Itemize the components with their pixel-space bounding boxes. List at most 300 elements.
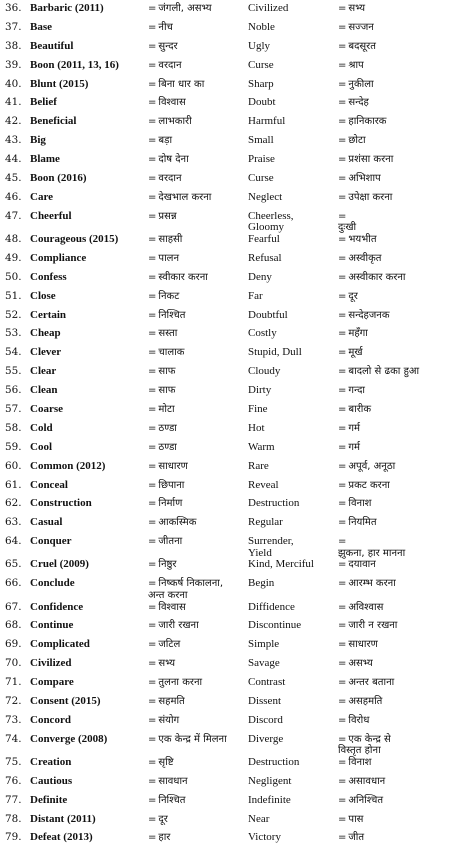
opposite-meaning	[338, 116, 451, 128]
entry-meaning-text: जटिल	[158, 639, 181, 651]
equals-sign: =	[338, 775, 347, 787]
entry-meaning	[148, 41, 248, 53]
opposite-word: Neglect	[248, 190, 283, 203]
opposite-word: Regular	[248, 516, 283, 529]
opposite-meaning-text: अन्तर बताना	[348, 677, 395, 689]
opposite-meaning-text: महँगा	[348, 328, 368, 340]
opposite-meaning-text: अविश्वास	[348, 601, 384, 613]
entry-meaning	[148, 97, 248, 109]
equals-sign: =	[148, 517, 157, 529]
list-item	[5, 154, 451, 173]
list-item	[5, 116, 451, 135]
equals-sign: =	[148, 385, 157, 397]
opposite-word: Surrender, Yield	[248, 535, 294, 559]
opposite-word: Begin	[248, 577, 275, 590]
entry-meaning	[148, 559, 248, 571]
equals-sign: =	[338, 620, 347, 632]
entry-number: 73.	[5, 713, 22, 726]
opposite-meaning-text: सन्देह	[348, 97, 369, 109]
entry-number: 57.	[5, 403, 22, 415]
opposite-word: Ugly	[248, 39, 270, 52]
entry-word: Common (2012)	[30, 460, 106, 472]
entry-number: 42.	[5, 115, 22, 128]
entry-word: Cautious	[30, 775, 73, 787]
opposite-meaning	[338, 517, 451, 529]
equals-sign: =	[148, 404, 157, 415]
list-item	[5, 715, 451, 734]
equals-sign: =	[338, 191, 347, 203]
opposite-meaning-text: असहमति	[348, 695, 383, 707]
entry-meaning	[148, 385, 248, 397]
entry-meaning-text: बिना धार का	[158, 78, 205, 90]
equals-sign: =	[338, 460, 347, 472]
opposite-meaning-text: विनाश	[348, 756, 372, 768]
list-item	[5, 559, 451, 578]
entry-meaning	[148, 272, 248, 284]
opposite-meaning-text: अस्वीकार करना	[348, 271, 406, 283]
equals-sign: =	[338, 135, 347, 147]
list-item	[5, 480, 451, 499]
equals-sign: =	[148, 460, 157, 472]
entry-word: Creation	[30, 756, 72, 768]
entry-number: 71.	[5, 676, 22, 689]
entry-word: Base	[30, 21, 52, 33]
equals-sign: =	[148, 116, 157, 128]
entry-meaning	[148, 173, 248, 185]
entry-meaning	[148, 498, 248, 510]
entry-number: 61.	[5, 478, 22, 491]
entry-word: Courageous (2015)	[30, 233, 119, 245]
entry-meaning-text: साफ	[158, 366, 176, 378]
entry-number: 49.	[5, 251, 22, 264]
entry-word: Continue	[30, 620, 74, 632]
entry-number: 50.	[5, 270, 22, 283]
entry-meaning-text: बड़ा	[158, 135, 173, 147]
equals-sign: =	[338, 21, 347, 33]
opposite-meaning	[338, 22, 451, 34]
opposite-meaning-text: अभिशाप	[348, 173, 381, 185]
opposite-word: Hot	[248, 421, 265, 434]
list-item	[5, 734, 451, 757]
entry-meaning-text: आकस्मिक	[158, 517, 197, 529]
opposite-meaning	[338, 97, 451, 109]
opposite-meaning	[338, 154, 451, 166]
entry-meaning-text: निष्ठुर	[158, 559, 177, 571]
opposite-meaning	[338, 404, 451, 416]
entry-number: 72.	[5, 694, 22, 707]
entry-meaning	[148, 480, 248, 492]
entry-word: Compliance	[30, 252, 87, 264]
entry-number: 37.	[5, 20, 22, 33]
equals-sign: =	[148, 135, 157, 147]
list-item	[5, 814, 451, 833]
list-item	[5, 404, 451, 423]
list-item	[5, 677, 451, 696]
entry-meaning	[148, 60, 248, 72]
opposite-word: Near	[248, 812, 270, 825]
opposite-word: Doubtful	[248, 308, 288, 321]
entry-number: 67.	[5, 600, 22, 613]
entry-word: Cold	[30, 422, 53, 434]
opposite-meaning	[338, 696, 451, 708]
entry-word: Care	[30, 191, 54, 203]
list-item	[5, 192, 451, 211]
entry-meaning	[148, 404, 248, 416]
entry-meaning-text: निश्चित	[158, 309, 186, 321]
opposite-meaning-text: असावधान	[348, 775, 386, 787]
entry-word: Cruel (2009)	[30, 559, 89, 571]
equals-sign: =	[338, 559, 347, 571]
opposite-meaning-text: सभ्य	[348, 3, 366, 14]
entry-word: Confess	[30, 271, 67, 283]
equals-sign: =	[148, 498, 157, 510]
equals-sign: =	[148, 441, 157, 453]
entry-meaning-text: एक केन्द्र में मिलना	[158, 733, 227, 745]
entry-word: Consent (2015)	[30, 695, 101, 707]
entry-meaning	[148, 677, 248, 689]
opposite-meaning-text: उपेक्षा करना	[348, 191, 393, 203]
opposite-word: Cheerless, Gloomy	[248, 209, 294, 234]
entry-word: Concord	[30, 714, 71, 726]
equals-sign: =	[148, 271, 157, 283]
opposite-word: Dirty	[248, 384, 272, 397]
entry-word: Blame	[30, 154, 60, 166]
entry-word: Defeat (2013)	[30, 832, 93, 844]
equals-sign: =	[148, 733, 157, 745]
equals-sign: =	[338, 290, 347, 302]
equals-sign: =	[338, 677, 347, 689]
entry-meaning-text: जारी रखना	[158, 620, 199, 632]
entry-meaning	[148, 211, 248, 223]
equals-sign: =	[148, 59, 157, 71]
entry-number: 55.	[5, 365, 22, 378]
list-item	[5, 639, 451, 658]
opposite-meaning-text: विनाश	[348, 498, 372, 510]
opposite-meaning-text: गर्म	[348, 441, 361, 453]
opposite-word: Deny	[248, 270, 272, 283]
opposite-meaning	[338, 461, 451, 473]
entry-meaning	[148, 291, 248, 303]
opposite-meaning	[338, 423, 451, 435]
list-item	[5, 602, 451, 621]
equals-sign: =	[148, 695, 157, 707]
opposite-word: Refusal	[248, 251, 282, 264]
opposite-word: Negligent	[248, 774, 292, 787]
equals-sign: =	[148, 347, 157, 359]
entry-word: Confidence	[30, 601, 84, 613]
equals-sign: =	[148, 775, 157, 787]
entry-meaning-text: मोटा	[158, 404, 175, 415]
opposite-meaning-text: गन्दा	[348, 385, 366, 397]
opposite-word: Praise	[248, 153, 275, 166]
equals-sign: =	[148, 578, 157, 590]
entry-word: Clean	[30, 385, 58, 397]
opposite-meaning-text: विरोध	[348, 714, 370, 726]
opposite-meaning-text: छोटा	[348, 135, 366, 147]
entry-meaning-text: वरदान	[158, 173, 182, 185]
entry-number: 41.	[5, 96, 22, 109]
entry-meaning	[148, 795, 248, 807]
entry-number: 36.	[5, 2, 22, 14]
entry-word: Complicated	[30, 639, 90, 651]
list-item	[5, 41, 451, 60]
list-item	[5, 757, 451, 776]
entry-meaning-text: विश्वास	[158, 97, 186, 109]
opposite-word: Cloudy	[248, 365, 281, 378]
opposite-word: Fine	[248, 403, 268, 415]
equals-sign: =	[148, 173, 157, 185]
opposite-meaning-text: नुकीला	[348, 78, 374, 90]
entry-meaning-text: तुलना करना	[158, 677, 203, 689]
entry-word: Blunt (2015)	[30, 78, 89, 90]
opposite-meaning	[338, 135, 451, 147]
opposite-meaning-text: अपूर्व, अनूठा	[348, 460, 396, 472]
equals-sign: =	[148, 832, 157, 844]
opposite-meaning	[338, 536, 451, 559]
equals-sign: =	[338, 658, 347, 670]
opposite-meaning	[338, 715, 451, 727]
opposite-word: Diverge	[248, 732, 284, 745]
opposite-meaning-text: हानिकारक	[348, 116, 387, 128]
equals-sign: =	[338, 536, 347, 548]
list-item	[5, 3, 451, 22]
opposite-word: Dissent	[248, 694, 281, 707]
equals-sign: =	[148, 601, 157, 613]
entry-meaning	[148, 715, 248, 727]
equals-sign: =	[148, 658, 157, 670]
opposite-word: Curse	[248, 172, 274, 185]
entry-meaning	[148, 192, 248, 204]
list-item	[5, 696, 451, 715]
equals-sign: =	[338, 59, 347, 71]
entry-meaning-text: निष्कर्ष निकालना, अन्त करना	[148, 578, 224, 601]
list-item	[5, 291, 451, 310]
opposite-word: Contrast	[248, 676, 286, 689]
equals-sign: =	[148, 40, 157, 52]
list-item	[5, 578, 451, 601]
opposite-meaning	[338, 385, 451, 397]
list-item	[5, 498, 451, 517]
opposite-meaning	[338, 60, 451, 72]
entry-meaning	[148, 423, 248, 435]
list-item	[5, 211, 451, 234]
opposite-meaning-text: साधारण	[348, 639, 378, 651]
antonym-list	[5, 3, 451, 851]
entry-meaning	[148, 578, 248, 601]
entry-number: 46.	[5, 190, 22, 203]
opposite-meaning	[338, 3, 451, 15]
entry-number: 43.	[5, 134, 22, 147]
entry-meaning-text: वरदान	[158, 59, 182, 71]
equals-sign: =	[338, 3, 347, 14]
entry-meaning-text: पालन	[158, 252, 179, 264]
opposite-meaning-text: बादलो से ढका हुआ	[348, 366, 420, 378]
equals-sign: =	[148, 21, 157, 33]
opposite-word: Reveal	[248, 478, 279, 491]
opposite-word: Victory	[248, 831, 281, 844]
entry-number: 44.	[5, 153, 22, 166]
entry-number: 39.	[5, 58, 22, 71]
equals-sign: =	[148, 677, 157, 689]
entry-meaning-text: लाभकारी	[158, 116, 192, 128]
entry-meaning	[148, 814, 248, 826]
entry-meaning	[148, 734, 248, 746]
opposite-meaning	[338, 795, 451, 807]
opposite-word: Destruction	[248, 497, 300, 510]
opposite-meaning-text: दुःखी	[338, 222, 357, 234]
equals-sign: =	[338, 479, 347, 491]
entry-word: Barbaric (2011)	[30, 3, 104, 14]
list-item	[5, 442, 451, 461]
entry-word: Certain	[30, 309, 67, 321]
entry-meaning	[148, 602, 248, 614]
opposite-meaning-text: दयावान	[348, 559, 376, 571]
entry-meaning-text: चालाक	[158, 347, 185, 359]
list-item	[5, 832, 451, 851]
entry-meaning	[148, 832, 248, 844]
entry-number: 75.	[5, 755, 22, 768]
equals-sign: =	[148, 756, 157, 768]
entry-meaning-text: सावधान	[158, 775, 188, 787]
entry-meaning	[148, 517, 248, 529]
opposite-meaning	[338, 173, 451, 185]
entry-word: Converge (2008)	[30, 733, 108, 745]
list-item	[5, 536, 451, 559]
entry-meaning-text: देखभाल करना	[158, 191, 212, 203]
entry-meaning	[148, 696, 248, 708]
opposite-word: Discontinue	[248, 619, 302, 632]
entry-word: Casual	[30, 517, 63, 529]
opposite-meaning-text: बदसूरत	[348, 40, 376, 52]
opposite-word: Kind, Merciful	[248, 558, 314, 571]
entry-word: Conceal	[30, 479, 68, 491]
opposite-meaning-text: सज्जन	[348, 21, 374, 33]
entry-word: Coarse	[30, 404, 63, 415]
entry-meaning	[148, 620, 248, 632]
opposite-meaning	[338, 658, 451, 670]
entry-meaning	[148, 116, 248, 128]
list-item	[5, 795, 451, 814]
equals-sign: =	[148, 97, 157, 109]
opposite-meaning	[338, 776, 451, 788]
entry-number: 69.	[5, 638, 22, 651]
list-item	[5, 517, 451, 536]
opposite-meaning	[338, 442, 451, 454]
list-item	[5, 97, 451, 116]
opposite-meaning-text: जारी न रखना	[348, 620, 398, 632]
list-item	[5, 60, 451, 79]
list-item	[5, 658, 451, 677]
list-item	[5, 620, 451, 639]
entry-number: 65.	[5, 558, 22, 571]
entry-meaning	[148, 461, 248, 473]
equals-sign: =	[338, 252, 347, 264]
equals-sign: =	[338, 756, 347, 768]
equals-sign: =	[148, 290, 157, 302]
opposite-word: Stupid, Dull	[248, 346, 302, 359]
opposite-meaning	[338, 734, 451, 757]
equals-sign: =	[338, 347, 347, 359]
opposite-word: Indefinite	[248, 793, 291, 806]
entry-word: Conquer	[30, 536, 72, 548]
opposite-meaning	[338, 79, 451, 91]
entry-meaning	[148, 253, 248, 265]
entry-number: 38.	[5, 39, 22, 52]
entry-meaning-text: सभ्य	[158, 658, 176, 670]
equals-sign: =	[148, 3, 157, 14]
entry-meaning-text: ठण्डा	[158, 441, 177, 453]
list-item	[5, 253, 451, 272]
entry-meaning	[148, 328, 248, 340]
entry-meaning	[148, 234, 248, 246]
entry-number: 63.	[5, 516, 22, 529]
opposite-meaning-text: पास	[348, 813, 364, 825]
entry-meaning-text: सस्ता	[158, 328, 178, 340]
entry-meaning	[148, 757, 248, 769]
entry-word: Civilized	[30, 658, 72, 670]
opposite-word: Warm	[248, 440, 275, 453]
entry-word: Close	[30, 290, 56, 302]
opposite-meaning	[338, 578, 451, 590]
equals-sign: =	[338, 385, 347, 397]
opposite-word: Savage	[248, 657, 280, 670]
opposite-meaning	[338, 602, 451, 614]
entry-meaning-text: प्रसन्न	[158, 210, 177, 222]
entry-meaning	[148, 135, 248, 147]
equals-sign: =	[148, 233, 157, 245]
opposite-meaning-text: झुकना, हार मानना	[338, 547, 406, 559]
equals-sign: =	[338, 441, 347, 453]
equals-sign: =	[338, 498, 347, 510]
entry-number: 76.	[5, 774, 22, 787]
entry-meaning-text: हार	[158, 832, 171, 844]
list-item	[5, 272, 451, 291]
opposite-meaning	[338, 620, 451, 632]
equals-sign: =	[148, 559, 157, 571]
equals-sign: =	[338, 794, 347, 806]
list-item	[5, 461, 451, 480]
list-item	[5, 347, 451, 366]
entry-number: 78.	[5, 812, 22, 825]
opposite-meaning-text: असभ्य	[348, 658, 373, 670]
entry-meaning-text: सहमति	[158, 695, 185, 707]
list-item	[5, 366, 451, 385]
opposite-meaning-text: प्रशंसा करना	[348, 154, 394, 166]
equals-sign: =	[338, 832, 347, 844]
opposite-meaning-text: प्रकट करना	[348, 479, 390, 491]
equals-sign: =	[338, 517, 347, 529]
equals-sign: =	[338, 578, 347, 590]
opposite-meaning	[338, 291, 451, 303]
equals-sign: =	[338, 271, 347, 283]
entry-number: 54.	[5, 346, 22, 359]
entry-number: 60.	[5, 459, 22, 472]
entry-meaning	[148, 3, 248, 15]
entry-meaning	[148, 442, 248, 454]
opposite-meaning-text: जीत	[348, 832, 365, 844]
equals-sign: =	[338, 422, 347, 434]
entry-number: 40.	[5, 77, 22, 90]
equals-sign: =	[338, 116, 347, 128]
entry-number: 51.	[5, 289, 22, 302]
entry-word: Definite	[30, 794, 68, 806]
opposite-meaning	[338, 480, 451, 492]
entry-meaning	[148, 154, 248, 166]
entry-meaning-text: संयोग	[158, 714, 180, 726]
opposite-meaning-text: भयभीत	[348, 233, 377, 245]
opposite-meaning	[338, 192, 451, 204]
equals-sign: =	[148, 620, 157, 632]
